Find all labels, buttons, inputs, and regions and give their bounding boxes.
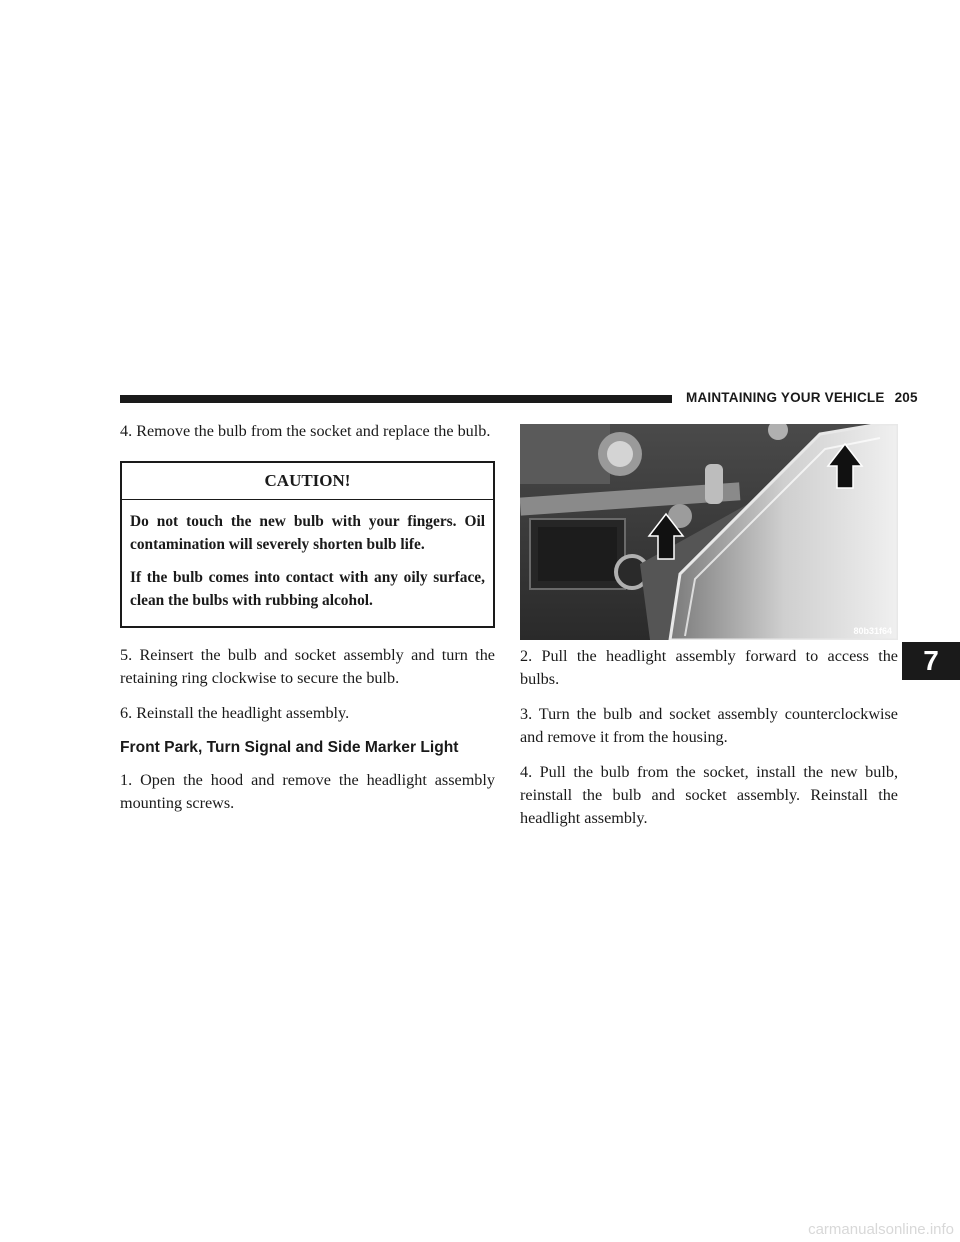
- caution-paragraph: If the bulb comes into contact with any oily surface, clean the bulbs with rubbing alcohol.: [130, 569, 485, 609]
- engine-bay-illustration: [520, 424, 898, 640]
- page-number: 205: [894, 390, 918, 405]
- left-column: [120, 420, 495, 827]
- step-1-open-hood: 1. Open the hood and remove the headlight assembly mounting screws.: [120, 771, 495, 812]
- watermark: carmanualsonline.info: [808, 1221, 954, 1238]
- step-2-pull-headlight: 2. Pull the headlight assembly forward to access the bulbs.: [520, 647, 898, 688]
- section-title: MAINTAINING YOUR VEHICLE: [686, 390, 885, 405]
- right-column: [520, 645, 898, 842]
- step-5-reinsert-bulb: 5. Reinsert the bulb and socket assembly and turn the retaining ring clockwise to secure the bulb.: [120, 646, 495, 687]
- figure-code: 80b31f64: [853, 626, 892, 636]
- caution-title: CAUTION!: [122, 463, 493, 500]
- caution-box: [120, 461, 495, 628]
- caution-body: [122, 500, 493, 626]
- step-3-turn-socket: 3. Turn the bulb and socket assembly counterclockwise and remove it from the housing.: [520, 705, 898, 746]
- header-rule: [120, 395, 672, 403]
- running-header: [686, 390, 918, 405]
- headlight-photo: [520, 424, 898, 640]
- chapter-tab: 7: [902, 642, 960, 680]
- step-4-install-new-bulb: 4. Pull the bulb from the socket, install the new bulb, reinstall the bulb and socket assembly. Reinstall the headlight assembly.: [520, 763, 898, 827]
- step-6-reinstall-headlight: 6. Reinstall the headlight assembly.: [120, 704, 350, 722]
- caution-paragraph: Do not touch the new bulb with your fingers. Oil contamination will severely shorten bulb life.: [130, 513, 485, 553]
- step-4-remove-bulb: 4. Remove the bulb from the socket and replace the bulb.: [120, 422, 491, 440]
- section-heading: Front Park, Turn Signal and Side Marker Light: [120, 739, 459, 756]
